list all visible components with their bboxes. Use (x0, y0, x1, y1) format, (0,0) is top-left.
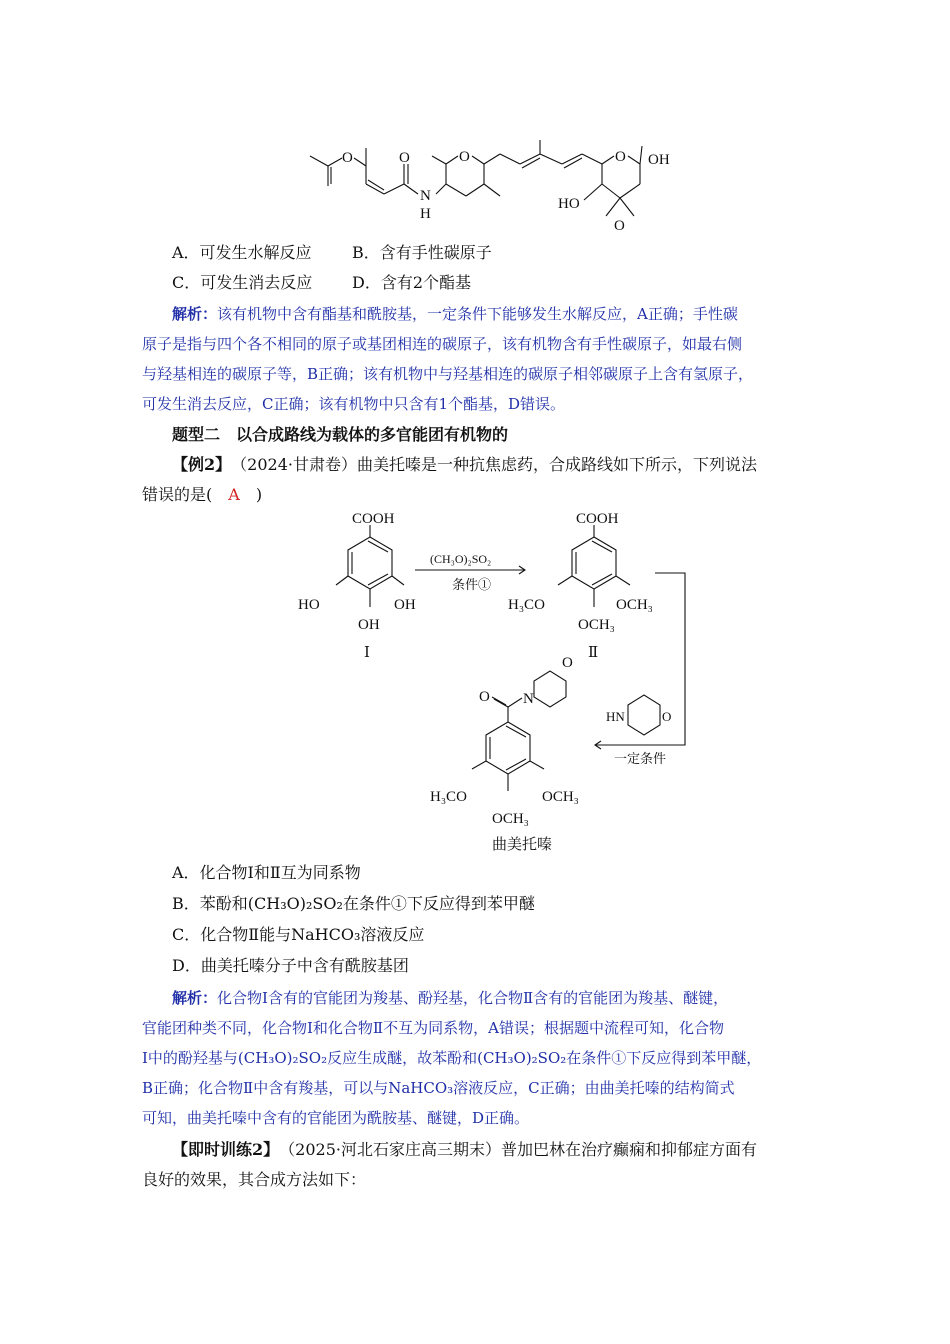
q2-option-d: D．曲美托嗪分子中含有酰胺基团 (172, 956, 409, 975)
molecule1-epoxide-o: O (614, 218, 625, 234)
compound1-oh-right: OH (394, 597, 416, 613)
q2-analysis-line2: 官能团种类不同，化合物Ⅰ和化合物Ⅱ不互为同系物，A错误；根据题中流程可知，化合物 (142, 1019, 724, 1037)
molecule1-n: N (420, 188, 431, 204)
compound1-label: Ⅰ (364, 645, 370, 661)
molecule1-o-ring1: O (459, 149, 470, 165)
molecule-structure-1 (300, 140, 700, 240)
example2-stem-end: 错误的是( A ) (142, 485, 263, 504)
practice2-header: 【即时训练2】 （2025·河北石家庄高三期末）普加巴林在治疗癫痫和抑郁症方面有 (172, 1140, 757, 1159)
compound2-och3-right: OCH₃ (616, 597, 653, 613)
molecule1-o-ring2: O (615, 149, 626, 165)
molecule1-ho: HO (558, 196, 580, 212)
product-n: N (523, 691, 534, 707)
q1-option-d: D．含有2个酯基 (352, 273, 472, 292)
molecule1-oh: OH (648, 152, 670, 168)
example2-answer: A (228, 485, 240, 504)
q2-analysis-line5: 可知，曲美托嗪中含有的官能团为酰胺基、醚键，D正确。 (142, 1109, 530, 1127)
q2-option-c: C．化合物Ⅱ能与NaHCO₃溶液反应 (172, 925, 425, 944)
product-och3-bottom: OCH₃ (492, 811, 529, 827)
product-name: 曲美托嗪 (492, 837, 553, 853)
product-morpholine-o: O (562, 655, 573, 671)
practice2-line2: 良好的效果，其合成方法如下： (142, 1170, 367, 1189)
q1-analysis-line4: 可发生消去反应，C正确；该有机物中只含有1个酯基，D错误。 (142, 395, 566, 413)
q2-option-a: A．化合物Ⅰ和Ⅱ互为同系物 (172, 863, 361, 882)
compound2-och3-bottom: OCH₃ (578, 617, 615, 633)
synthesis-scheme (280, 505, 700, 855)
product-och3-right: OCH₃ (542, 789, 579, 805)
condition-2: 一定条件 (614, 751, 667, 766)
reagent-dimethyl-sulfate: (CH₃O)₂SO₂ (430, 552, 492, 566)
q1-option-c: C．可发生消去反应 (172, 273, 313, 292)
morpholine-hn: HN (606, 709, 625, 724)
q2-analysis-line1: 解析：化合物Ⅰ含有的官能团为羧基、酚羟基，化合物Ⅱ含有的官能团为羧基、醚键， (172, 989, 729, 1007)
compound2-cooh: COOH (576, 511, 619, 527)
q1-analysis-line1: 解析：该有机物中含有酯基和酰胺基，一定条件下能够发生水解反应，A正确；手性碳 (172, 305, 738, 323)
q2-analysis-line4: B正确；化合物Ⅱ中含有羧基，可以与NaHCO₃溶液反应，C正确；由曲美托嗪的结构简式 (142, 1079, 735, 1097)
compound1-oh-bottom: OH (358, 617, 380, 633)
molecule1-o-ester: O (342, 150, 353, 166)
compound2-h3co: H₃CO (508, 597, 545, 613)
q2-option-b: B．苯酚和(CH₃O)₂SO₂在条件①下反应得到苯甲醚 (172, 894, 535, 913)
q1-analysis-line3: 与羟基相连的碳原子等，B正确；该有机物中与羟基相连的碳原子相邻碳原子上含有氢原子， (142, 365, 754, 383)
compound2-label: Ⅱ (588, 645, 599, 661)
product-h3co: H₃CO (430, 789, 467, 805)
condition-1: 条件① (452, 577, 492, 592)
example2-header: 【例2】 （2024·甘肃卷）曲美托嗪是一种抗焦虑药，合成路线如下所示，下列说法 (172, 455, 757, 474)
compound1-cooh: COOH (352, 511, 395, 527)
section-title: 题型二 以合成路线为载体的多官能团有机物的 (172, 425, 509, 444)
molecule1-o-carbonyl: O (399, 150, 410, 166)
q2-analysis-line3: Ⅰ中的酚羟基与(CH₃O)₂SO₂反应生成醚，故苯酚和(CH₃O)₂SO₂在条件①下反应得到苯甲醚， (142, 1049, 762, 1067)
q1-option-a: A．可发生水解反应 (172, 243, 312, 262)
compound1-ho: HO (298, 597, 320, 613)
q1-option-b: B．含有手性碳原子 (352, 243, 492, 262)
molecule1-h: H (420, 206, 431, 222)
morpholine-o: O (662, 709, 672, 724)
q1-analysis-line2: 原子是指与四个各不相同的原子或基团相连的碳原子，该有机物含有手性碳原子，如最右侧 (142, 335, 743, 353)
product-carbonyl-o: O (479, 689, 490, 705)
